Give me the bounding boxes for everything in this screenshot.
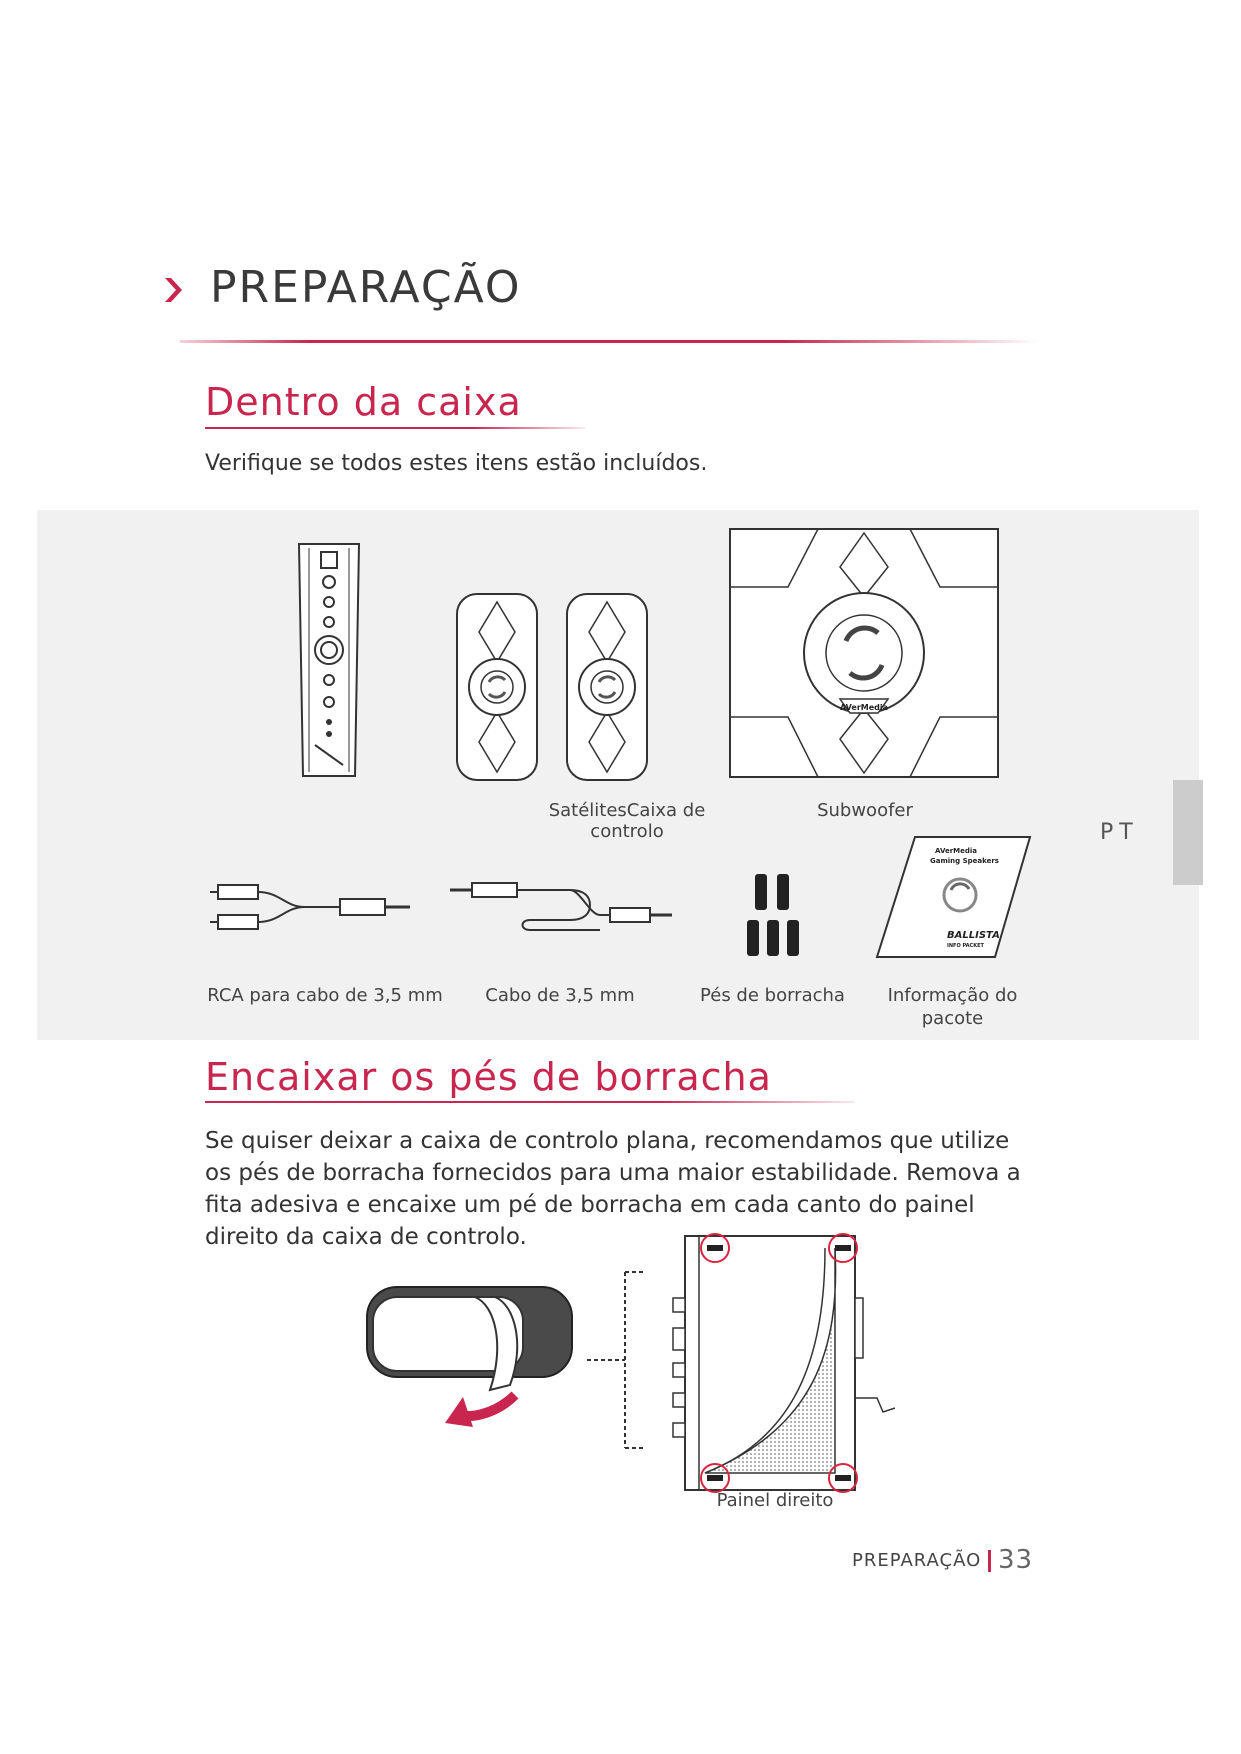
diagram-label-right-panel: Painel direito xyxy=(716,1490,834,1511)
peel-foot-illustration xyxy=(365,1285,580,1435)
page-number: 33 xyxy=(998,1545,1034,1575)
chapter-divider xyxy=(180,340,1040,343)
item-label-info-packet-line2: pacote xyxy=(921,1008,984,1029)
section-divider xyxy=(205,1101,855,1103)
language-tab xyxy=(1173,780,1203,885)
packet-caption-text: INFO PACKET xyxy=(947,943,984,949)
satellite-speaker-left-illustration xyxy=(455,592,539,782)
rca-cable-illustration xyxy=(210,875,415,940)
section-title-box-contents: Dentro da caixa xyxy=(205,380,522,424)
packet-subtitle-text: Gaming Speakers xyxy=(930,857,999,865)
section-divider xyxy=(205,427,585,429)
footer-section-name: PREPARAÇÃO xyxy=(852,1550,982,1571)
subwoofer-brand-text: AVerMedia xyxy=(839,703,889,712)
control-box-illustration xyxy=(295,540,363,780)
packet-brand-text: AVerMedia xyxy=(935,847,978,855)
rubber-feet-illustration xyxy=(745,872,805,957)
footer-divider xyxy=(988,1550,991,1572)
chapter-title: PREPARAÇÃO xyxy=(210,262,522,313)
chevron-right-icon xyxy=(163,275,185,305)
item-label-rubber-feet: Pés de borracha xyxy=(700,985,845,1006)
item-label-aux-cable: Cabo de 3,5 mm xyxy=(485,985,635,1006)
item-label-subwoofer: Subwoofer xyxy=(817,800,913,821)
intro-text: Verifique se todos estes itens estão incluídos. xyxy=(205,451,708,476)
language-code: PT xyxy=(1100,820,1139,845)
dashed-connector xyxy=(585,1270,645,1450)
aux-cable-illustration xyxy=(450,875,675,940)
info-packet-illustration xyxy=(875,835,1035,960)
item-label-rca-cable: RCA para cabo de 3,5 mm xyxy=(207,985,443,1006)
body-paragraph: Se quiser deixar a caixa de controlo plana, recomendamos que utilize os pés de borracha fornecidos para uma maior estabilidade. Remova a fita adesiva e encaixe um pé de borracha em cada canto do painel direito da caixa de controlo. xyxy=(205,1128,1021,1250)
packet-product-text: BALLISTA xyxy=(947,930,1000,941)
item-label-satellites-control-box: SatélitesCaixa de controlo xyxy=(548,800,706,842)
right-panel-illustration xyxy=(665,1228,905,1498)
subwoofer-illustration xyxy=(728,527,1000,782)
section-title-rubber-feet: Encaixar os pés de borracha xyxy=(205,1055,772,1099)
item-label-info-packet-line1: Informação do xyxy=(887,985,1018,1006)
satellite-speaker-right-illustration xyxy=(565,592,649,782)
